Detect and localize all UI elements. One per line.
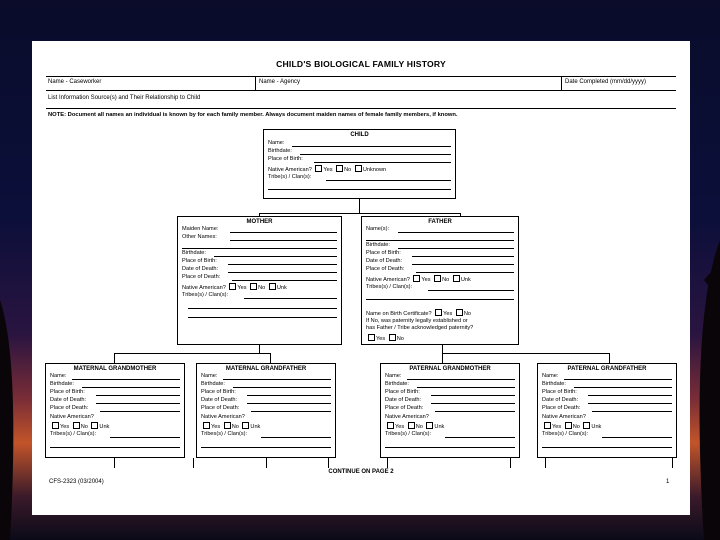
child-tribes-label: Tribe(s) / Clan(s): (268, 174, 312, 180)
gp-stub-3 (266, 458, 267, 468)
gp-native-yes-checkbox[interactable] (52, 422, 59, 429)
form-note: NOTE: Document all names an individual is known by for each family member. Always document maiden names of female family members, if known. (48, 112, 458, 118)
page-number: 1 (666, 479, 670, 485)
father-no-label: No (442, 277, 450, 283)
father-birthdate-field[interactable] (398, 248, 514, 249)
father-tribes-field[interactable] (428, 290, 514, 291)
father-yes-label: Yes (421, 277, 431, 283)
gp-tribes-field[interactable] (110, 437, 180, 438)
header-bottom-rule (46, 108, 676, 109)
gp-name-field[interactable] (407, 379, 515, 380)
gp-tribes-field[interactable] (445, 437, 515, 438)
father-place-of-birth-field[interactable] (412, 256, 514, 257)
gp-date-of-death-label: Date of Death: (50, 397, 87, 403)
header-divider-2 (561, 76, 562, 90)
paternal-grandmother-heading: PATERNAL GRANDMOTHER (409, 366, 491, 372)
gp-native-row (201, 422, 260, 431)
child-no-label: No (344, 167, 352, 173)
gp-date-of-death-label: Date of Death: (542, 397, 579, 403)
mother-other-names-field[interactable] (230, 240, 337, 241)
gp-no-label: No (231, 424, 239, 430)
gp-place-of-death-label: Place of Death: (385, 405, 424, 411)
gp-place-of-death-label: Place of Death: (201, 405, 240, 411)
mother-other-names-label: Other Names: (182, 234, 217, 240)
gp-native-unk-checkbox[interactable] (426, 422, 433, 429)
father-native-label: Native American? (366, 277, 410, 283)
father-paternity-yes-checkbox[interactable] (368, 334, 375, 341)
gp-native-no-checkbox[interactable] (224, 422, 231, 429)
gp-birthdate-label: Birthdate: (201, 381, 225, 387)
gp-stub-1 (114, 458, 115, 468)
father-place-of-death-field[interactable] (416, 272, 514, 273)
father-names-field-2[interactable] (366, 240, 514, 241)
father-paternity-no-label: No (396, 336, 404, 342)
mother-tribes-label: Tribes(s) / Clan(s): (182, 292, 229, 298)
mother-place-of-birth-field[interactable] (228, 264, 337, 265)
gp-yes-label: Yes (211, 424, 221, 430)
father-paternity-row (366, 334, 404, 343)
father-place-of-death-label: Place of Death: (366, 266, 405, 272)
father-birthdate-label: Birthdate: (366, 242, 390, 248)
child-native-row (268, 165, 386, 174)
gp-yes-label: Yes (395, 424, 405, 430)
child-birthdate-field[interactable] (300, 154, 451, 155)
gp-no-label: No (80, 424, 88, 430)
gp-no-label: No (572, 424, 580, 430)
mother-birthdate-label: Birthdate: (182, 250, 206, 256)
gp-stub-4 (328, 458, 329, 468)
date-completed-label: Date Completed (mm/dd/yyyy) (565, 79, 647, 85)
gp-place-of-birth-field[interactable] (96, 395, 180, 396)
gp-name-field[interactable] (72, 379, 180, 380)
mother-heading: MOTHER (246, 219, 273, 225)
father-native-yes-checkbox[interactable] (413, 275, 420, 282)
gp-tribes-field[interactable] (602, 437, 672, 438)
gp-stub-8 (672, 458, 673, 468)
gp-place-of-death-label: Place of Death: (542, 405, 581, 411)
father-names-label: Name(s): (366, 226, 389, 232)
gp-birthdate-label: Birthdate: (542, 381, 566, 387)
father-tribes-label: Tribes(s) / Clan(s): (366, 284, 413, 290)
mother-unk-label: Unk (276, 285, 287, 291)
gp-name-field[interactable] (564, 379, 672, 380)
gp-tribes-label: Tribes(s) / Clan(s): (50, 431, 97, 437)
father-date-of-death-label: Date of Death: (366, 258, 403, 264)
father-native-row (366, 275, 471, 284)
mother-tribes-field[interactable] (244, 298, 337, 299)
father-birth-cert-no-label: No (463, 311, 472, 317)
mother-date-of-death-field[interactable] (228, 272, 337, 273)
child-box (263, 129, 456, 199)
gp-date-of-death-label: Date of Death: (385, 397, 422, 403)
paternal-gm-connector (442, 353, 443, 363)
gp-unk-label: Unk (591, 424, 602, 430)
father-down-connector (442, 345, 443, 353)
child-tribes-field-2[interactable] (268, 189, 451, 190)
gp-unk-label: Unk (99, 424, 110, 430)
father-birth-cert-label: Name on Birth Certificate? (366, 311, 432, 317)
gp-name-label: Name: (50, 373, 67, 379)
child-place-of-birth-field[interactable] (314, 162, 451, 163)
gp-name-field[interactable] (223, 379, 331, 380)
gp-name-label: Name: (201, 373, 218, 379)
gp-place-of-death-field[interactable] (251, 411, 331, 412)
gp-native-yes-checkbox[interactable] (387, 422, 394, 429)
gp-native-label: Native American? (385, 414, 429, 420)
gp-place-of-birth-field[interactable] (431, 395, 515, 396)
mother-maiden-label: Maiden Name: (182, 226, 219, 232)
child-name-label: Name: (268, 140, 285, 146)
child-connector (359, 199, 360, 213)
father-native-no-checkbox[interactable] (434, 275, 441, 282)
gp-native-label: Native American? (50, 414, 94, 420)
gp-date-of-death-label: Date of Death: (201, 397, 238, 403)
gp-unk-label: Unk (250, 424, 261, 430)
mother-no-label: No (258, 285, 266, 291)
gp-no-label: No (415, 424, 423, 430)
gp-native-label: Native American? (201, 414, 245, 420)
gp-place-of-birth-field[interactable] (588, 395, 672, 396)
gp-native-label: Native American? (542, 414, 586, 420)
maternal-grandfather-heading: MATERNAL GRANDFATHER (225, 366, 307, 372)
gp-place-of-death-label: Place of Death: (50, 405, 89, 411)
header-mid-rule (46, 90, 676, 91)
child-yes-label: Yes (323, 167, 333, 173)
gp-yes-label: Yes (60, 424, 70, 430)
caseworker-label: Name - Caseworker (48, 79, 102, 85)
child-native-label: Native American? (268, 167, 312, 173)
child-birthdate-label: Birthdate: (268, 148, 292, 154)
gp-native-unk-checkbox[interactable] (242, 422, 249, 429)
father-paternity-question-1: If No, was paternity legally established or (366, 318, 468, 324)
header-top-rule (46, 76, 676, 77)
father-birth-cert-yes-label: Yes (443, 311, 453, 317)
mother-place-of-birth-label: Place of Birth: (182, 258, 217, 264)
maternal-grandfather-box (196, 363, 336, 458)
gp-place-of-birth-label: Place of Birth: (50, 389, 85, 395)
gp-place-of-birth-field[interactable] (247, 395, 331, 396)
child-name-field[interactable] (292, 146, 451, 147)
gp-birthdate-label: Birthdate: (385, 381, 409, 387)
father-birth-cert-no-checkbox[interactable] (456, 309, 463, 316)
gp-date-of-death-field[interactable] (431, 403, 515, 404)
continue-text: CONTINUE ON PAGE 2 (328, 469, 394, 475)
gp-tribes-field[interactable] (261, 437, 331, 438)
gp-place-of-birth-label: Place of Birth: (201, 389, 236, 395)
gp-birthdate-field[interactable] (574, 387, 672, 388)
gp-stub-2 (193, 458, 194, 468)
gp-place-of-death-field[interactable] (100, 411, 180, 412)
gp-stub-5 (387, 458, 388, 468)
mother-native-label: Native American? (182, 285, 226, 291)
mother-native-unk-checkbox[interactable] (269, 283, 276, 290)
gp-native-unk-checkbox[interactable] (91, 422, 98, 429)
child-native-unknown-checkbox[interactable] (355, 165, 362, 172)
gp-tribes-field-2[interactable] (542, 447, 672, 448)
child-native-no-checkbox[interactable] (336, 165, 343, 172)
mother-native-row (182, 283, 287, 292)
mother-place-of-death-field[interactable] (232, 280, 337, 281)
child-unknown-label: Unknown (362, 167, 387, 173)
father-birth-cert-yes-checkbox[interactable] (435, 309, 442, 316)
form-title: CHILD'S BIOLOGICAL FAMILY HISTORY (276, 59, 446, 69)
header-divider-1 (255, 76, 256, 90)
form-number: CFS-2323 (03/2004) (49, 479, 104, 485)
gp-native-no-checkbox[interactable] (408, 422, 415, 429)
gp-date-of-death-field[interactable] (588, 403, 672, 404)
gp-native-unk-checkbox[interactable] (583, 422, 590, 429)
father-place-of-birth-label: Place of Birth: (366, 250, 401, 256)
gp-name-label: Name: (542, 373, 559, 379)
child-native-yes-checkbox[interactable] (315, 165, 322, 172)
gp-place-of-birth-label: Place of Birth: (542, 389, 577, 395)
paternal-grandfather-box (537, 363, 677, 458)
paternal-gf-connector (609, 353, 610, 363)
gp-birthdate-field[interactable] (417, 387, 515, 388)
father-heading: FATHER (428, 219, 452, 225)
mother-native-yes-checkbox[interactable] (229, 283, 236, 290)
father-birth-cert-row (366, 309, 471, 318)
agency-label: Name - Agency (259, 79, 301, 85)
father-date-of-death-field[interactable] (412, 264, 514, 265)
gp-native-row (50, 422, 109, 431)
gp-date-of-death-field[interactable] (247, 403, 331, 404)
gp-stub-7 (545, 458, 546, 468)
form-page (32, 41, 690, 515)
paternal-grandfather-heading: PATERNAL GRANDFATHER (567, 366, 647, 372)
father-unk-label: Unk (460, 277, 471, 283)
father-paternity-yes-label: Yes (376, 336, 386, 342)
mother-yes-label: Yes (237, 285, 247, 291)
child-place-of-birth-label: Place of Birth: (268, 156, 303, 162)
gp-tribes-field-2[interactable] (50, 447, 180, 448)
gp-stub-6 (510, 458, 511, 468)
gp-name-label: Name: (385, 373, 402, 379)
gp-native-row (385, 422, 444, 431)
gp-place-of-death-field[interactable] (592, 411, 672, 412)
gp-tribes-field-2[interactable] (385, 447, 515, 448)
paternal-gp-connector (442, 353, 609, 354)
mother-tribes-field-2[interactable] (188, 308, 337, 309)
gp-native-no-checkbox[interactable] (73, 422, 80, 429)
gp-unk-label: Unk (434, 424, 445, 430)
gp-place-of-birth-label: Place of Birth: (385, 389, 420, 395)
child-tribes-field[interactable] (326, 180, 451, 181)
mother-box (177, 216, 342, 345)
mother-down-connector (259, 345, 260, 353)
father-native-unk-checkbox[interactable] (453, 275, 460, 282)
mother-birthdate-field[interactable] (214, 256, 337, 257)
gp-tribes-label: Tribes(s) / Clan(s): (385, 431, 432, 437)
mother-maiden-field[interactable] (230, 232, 337, 233)
gp-birthdate-field[interactable] (82, 387, 180, 388)
gp-native-row (542, 422, 601, 431)
paternal-grandmother-box (380, 363, 520, 458)
child-heading: CHILD (350, 132, 369, 138)
mother-place-of-death-label: Place of Death: (182, 274, 221, 280)
mother-date-of-death-label: Date of Death: (182, 266, 219, 272)
maternal-gf-connector (270, 353, 271, 363)
gp-date-of-death-field[interactable] (96, 403, 180, 404)
maternal-grandmother-box (45, 363, 185, 458)
mother-other-names-field-2[interactable] (182, 248, 337, 249)
gp-birthdate-field[interactable] (233, 387, 331, 388)
father-paternity-question-2: has Father / Tribe acknowledged paternity? (366, 325, 474, 331)
gp-tribes-field-2[interactable] (201, 447, 331, 448)
gp-tribes-label: Tribes(s) / Clan(s): (201, 431, 248, 437)
maternal-gp-connector (114, 353, 270, 354)
maternal-gm-connector (114, 353, 115, 363)
father-box (361, 216, 519, 345)
gp-native-yes-checkbox[interactable] (544, 422, 551, 429)
parents-connector (259, 213, 460, 214)
maternal-grandmother-heading: MATERNAL GRANDMOTHER (73, 366, 157, 372)
mother-native-no-checkbox[interactable] (250, 283, 257, 290)
gp-tribes-label: Tribes(s) / Clan(s): (542, 431, 589, 437)
gp-place-of-death-field[interactable] (435, 411, 515, 412)
father-names-field[interactable] (398, 232, 514, 233)
father-paternity-no-checkbox[interactable] (389, 334, 396, 341)
gp-native-yes-checkbox[interactable] (203, 422, 210, 429)
gp-native-no-checkbox[interactable] (565, 422, 572, 429)
sources-label: List Information Source(s) and Their Relationship to Child (48, 95, 201, 101)
gp-birthdate-label: Birthdate: (50, 381, 74, 387)
father-tribes-field-2[interactable] (366, 299, 514, 300)
mother-tribes-field-3[interactable] (188, 317, 337, 318)
gp-yes-label: Yes (552, 424, 562, 430)
